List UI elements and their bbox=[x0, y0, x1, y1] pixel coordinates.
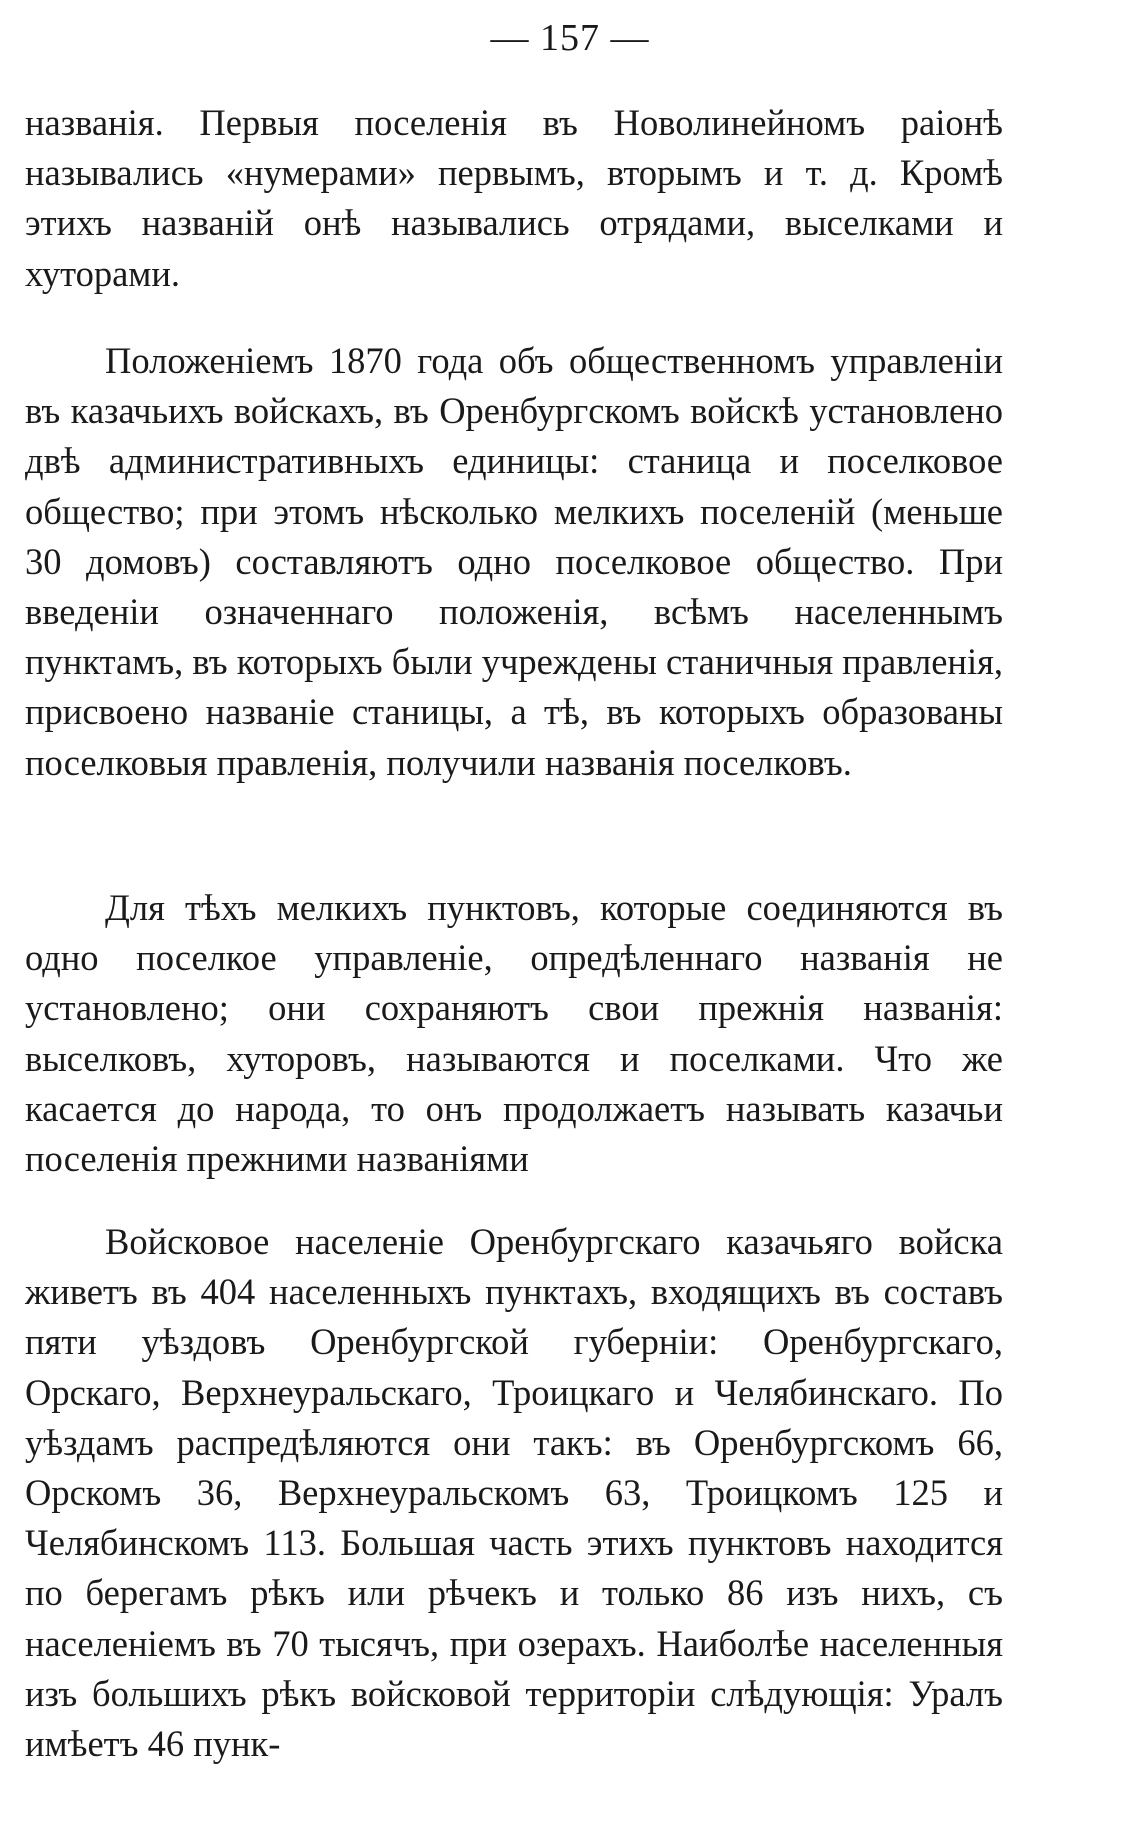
page-number: — 157 — bbox=[490, 17, 650, 59]
paragraph-text: Положеніемъ 1870 года объ общественномъ управленіи въ казачьихъ войскахъ, въ Оренбургскомъ войскѣ установлено двѣ административныхъ единицы: станица и поселковое общество; при этомъ нѣсколько мелкихъ поселеній (меньше 30 домовъ) составляютъ одно поселковое общество. При введеніи означеннаго положенія, всѣмъ населеннымъ пунктамъ, въ которыхъ были учреждены станичныя правленія, присвоено названіе станицы, а тѣ, въ которыхъ образованы поселковыя правленія, получили названія поселковъ. bbox=[25, 340, 1003, 783]
paragraph-text: Войсковое населеніе Оренбургскаго казачьяго войска живетъ въ 404 населенныхъ пунктахъ, входящихъ въ составъ пяти уѣздовъ Оренбургской губерніи: Оренбургскаго, Орскаго, Верхнеуральскаго, Троицкаго и Челябинскаго. По уѣздамъ распредѣляются они такъ: въ Оренбургскомъ 66, Орскомъ 36, Верхнеуральскомъ 63, Троицкомъ 125 и Челябинскомъ 113. Большая часть этихъ пунктовъ находится по берегамъ рѣкъ или рѣчекъ и только 86 изъ нихъ, съ населеніемъ въ 70 тысячъ, при озерахъ. Наиболѣе населенныя изъ большихъ рѣкъ войсковой территоріи слѣдующія: Уралъ имѣетъ 46 пунк- bbox=[25, 1221, 1003, 1765]
paragraph-2 bbox=[25, 336, 1003, 788]
paragraph-text: названія. Первыя поселенія въ Новолинейномъ раіонѣ назывались «нумерами» первымъ, вторымъ и т. д. Кромѣ этихъ названій онѣ назывались отрядами, выселками и хуторами. bbox=[25, 102, 1003, 294]
paragraph-4 bbox=[25, 1217, 1003, 1769]
paragraph-1 bbox=[25, 98, 1003, 299]
paragraph-3 bbox=[25, 883, 1003, 1184]
paragraph-text: Для тѣхъ мелкихъ пунктовъ, которые соединяются въ одно поселкое управленіе, опредѣленнаго названія не установлено; они сохраняютъ свои прежнія названія: выселковъ, хуторовъ, называются и поселками. Что же касается до народа, то онъ продолжаетъ называть казачьи поселенія прежними названіями bbox=[25, 887, 1003, 1180]
